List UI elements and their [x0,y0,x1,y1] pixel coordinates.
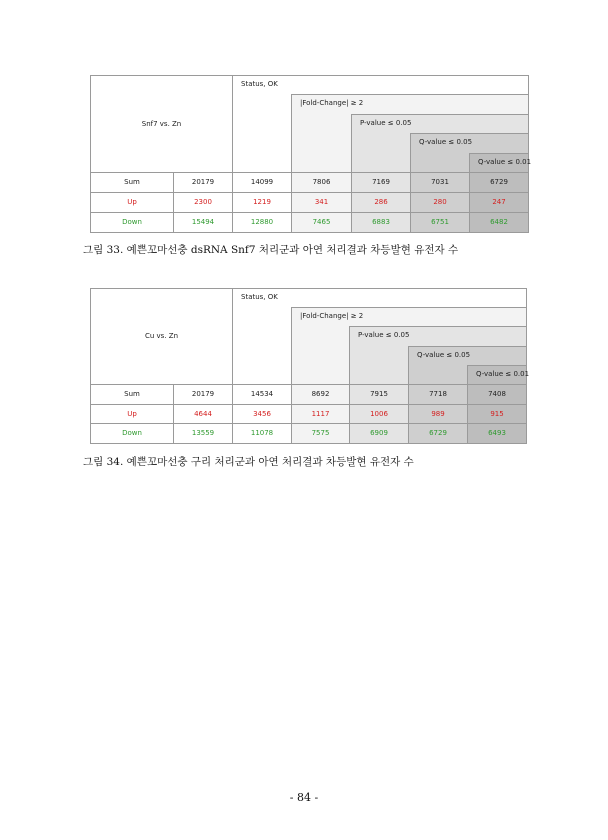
table-cell: 6883 [351,212,411,233]
table-cell: 6909 [349,423,409,444]
table-cell: 247 [469,192,529,213]
table-cell: 915 [467,404,527,424]
up-row-label: Up [90,192,174,213]
page-number: - 84 - [289,791,319,804]
comparison-label: Snf7 vs. Zn [90,75,233,173]
table-cell: 286 [351,192,411,213]
status-header: Status, OK [232,288,527,385]
table-cell: 14534 [232,384,292,405]
deg-table [90,75,532,232]
down-row-label: Down [90,423,174,444]
table-cell: 280 [410,192,470,213]
figure-34-caption: 그림 34. 예쁜꼬마선충 구리 처리군과 아연 처리결과 차등발현 유전자 수 [83,456,414,468]
table-cell: 20179 [173,172,233,193]
table-cell: 13559 [173,423,233,444]
table-cell: 6493 [467,423,527,444]
table-cell: 7806 [291,172,352,193]
table-cell: 14099 [232,172,292,193]
table-cell: 1117 [291,404,350,424]
deg-table [90,288,530,443]
q-value-001-header: Q-value ≤ 0.01 [469,153,529,173]
fold-change-header: |Fold-Change| ≥ 2 [291,307,527,385]
table-cell: 7718 [408,384,468,405]
q-value-001-header: Q-value ≤ 0.01 [467,365,527,385]
down-row-label: Down [90,212,174,233]
table-cell: 2300 [173,192,233,213]
table-cell: 6729 [408,423,468,444]
table-cell: 1219 [232,192,292,213]
q-value-005-header: Q-value ≤ 0.05 [410,133,529,173]
table-cell: 7575 [291,423,350,444]
up-row-label: Up [90,404,174,424]
figure-33-table [90,75,532,232]
p-value-header: P-value ≤ 0.05 [351,114,529,173]
table-cell: 15494 [173,212,233,233]
table-cell: 3456 [232,404,292,424]
table-cell: 8692 [291,384,350,405]
table-cell: 7465 [291,212,352,233]
table-cell: 7408 [467,384,527,405]
table-cell: 4644 [173,404,233,424]
table-cell: 12880 [232,212,292,233]
p-value-header: P-value ≤ 0.05 [349,326,527,385]
sum-row-label: Sum [90,172,174,193]
table-cell: 341 [291,192,352,213]
fold-change-header: |Fold-Change| ≥ 2 [291,94,529,173]
table-cell: 11078 [232,423,292,444]
q-value-005-header: Q-value ≤ 0.05 [408,346,527,385]
table-cell: 6751 [410,212,470,233]
table-cell: 7031 [410,172,470,193]
table-cell: 989 [408,404,468,424]
table-cell: 1006 [349,404,409,424]
sum-row-label: Sum [90,384,174,405]
table-cell: 6729 [469,172,529,193]
figure-33-caption: 그림 33. 예쁜꼬마선충 dsRNA Snf7 처리군과 아연 처리결과 차등발현 유전자 수 [83,244,459,256]
table-cell: 7169 [351,172,411,193]
table-cell: 20179 [173,384,233,405]
table-cell: 7915 [349,384,409,405]
comparison-label: Cu vs. Zn [90,288,233,385]
figure-34-table [90,288,530,443]
table-cell: 6482 [469,212,529,233]
status-header: Status, OK [232,75,529,173]
